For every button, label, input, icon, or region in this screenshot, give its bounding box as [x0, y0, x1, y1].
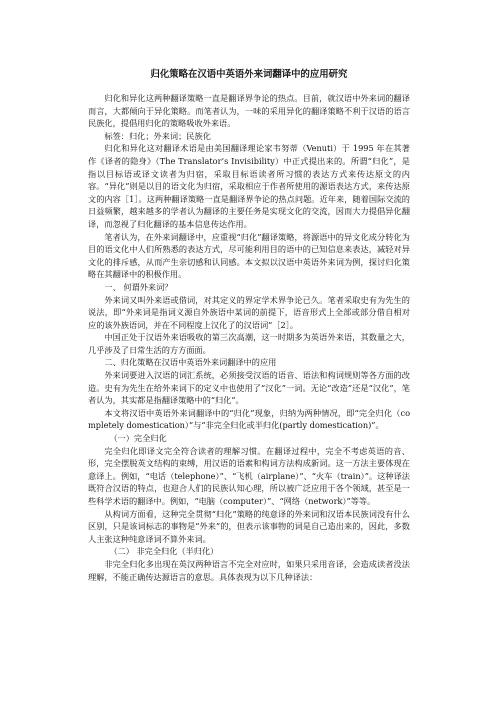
abstract-paragraph: 归化和异化这两种翻译策略一直是翻译界争论的热点。目前，就汉语中外来词的翻译而言，大都倾向于异化策略。而笔者认为，一味的采用异化的翻译策略不利于汉语的语言民族化，提倡用归化的策略吸收外来语。: [88, 93, 410, 129]
subsection-1-paragraph-2: 从构词方面看，这种完全贯彻“归化”策略的纯意译的外来词和汉语本民族词没有什么区别，只是该词标志的事物是“外来”的，但表示该事物的词是自己造出来的，因此，多数人主张这种纯意译词不算外来词。: [88, 508, 410, 544]
keywords-line: 标签：归化；外来词；民族化: [104, 130, 211, 141]
section-1-paragraph-1: 外来词又叫外来语或借词，对其定义的界定学术界争论已久。笔者采取史有为先生的说法，即“外来词是指词义源自外族语中某词的前提下，语音形式上全部或部分借自相对应的该外族语词，并在不同程度上汉化了的汉语词”［2］。: [88, 294, 410, 330]
subsection-heading-1: （一）完全归化: [109, 433, 167, 444]
section-heading-1: 一、 何谓外来词？: [104, 281, 173, 292]
section-2-paragraph-1: 外来词要进入汉语的词汇系统，必须接受汉语的语音、语法和构词规则等各方面的改造。史有为先生在给外来词下的定义中也使用了“汉化”一词。无论“改造”还是“汉化”，笔者认为，其实都是指翻译策略中的“归化”。: [88, 370, 410, 406]
section-heading-2: 二、归化策略在汉语中英语外来词翻译中的应用: [104, 357, 277, 368]
intro-paragraph-2: 笔者认为，在外来词翻译中，应重视“归化”翻译策略，将源语中的异文化成分转化为目的语文化中人们所熟悉的表达方式，尽可能利用目的语中的已知信息来表达，减轻对异文化的排斥感，从而产生亲切感和认同感。本文拟以汉语中英语外来词为例，探讨归化策略在其翻译中的积极作用。: [88, 231, 410, 280]
intro-paragraph-1: 归化和异化这对翻译术语是由美国翻译理论家韦努蒂（Venuti）于 1995 年在其著作《译者的隐身》（The Translator’s Invisibility）中正式提出来的。所谓“归化”，是指以目标语或译文读者为归宿，采取目标语读者所习惯的表达方式来传达原文的内容。“异化”则是以目的语文化为归宿，采取相应于作者所使用的源语表达方式，来传达原文的内容［1］。这两种翻译策略一直是翻译界争论的热点问题。近年来，随着国际交流的日益频繁，越来越多的学者认为翻译的主要任务是实现文化的交流，因而大力提倡异化翻译，而忽视了归化翻译的基本信息传达作用。: [88, 143, 410, 229]
document-title: 归化策略在汉语中英语外来词翻译中的应用研究: [150, 69, 348, 80]
section-2-paragraph-2: 本文将汉语中英语外来词翻译中的“归化”现象，归纳为两种情况，即“完全归化（completely domestication）”与“非完全归化或半归化(partly domestication)”。: [88, 407, 410, 431]
subsection-2-paragraph-1: 非完全归化多出现在英汉两种语言不完全对应时，如果只采用音译，会造成读者没法理解，不能正确传达源语言的意思。具体表现为以下几种译法：: [88, 558, 410, 582]
document-body: [88, 68, 410, 583]
subsection-1-paragraph-1: 完全归化即译文完全符合读者的理解习惯。在翻译过程中，完全不考虑英语的音、形，完全摆脱英文结构的束缚，用汉语的语素和构词方法构成新词。这一方法主要体现在意译上。例如，“电话（telephone）”、“飞机（airplane）”、“火车（train）”。这种译法既符合汉语的特点，也迎合人们的民族认知心理，所以被广泛应用于各个领域，甚至是一些科学术语的翻译中。例如，“电脑（computer）”、“网络（network）”等等。: [88, 445, 410, 506]
section-1-paragraph-2: 中国正处于汉语外来语吸收的第三次高潮，这一时期多为英语外来语，其数量之大，几乎涉及了日常生活的方方面面。: [88, 332, 410, 355]
subsection-heading-2: （二） 非完全归化（半归化）: [109, 546, 219, 557]
